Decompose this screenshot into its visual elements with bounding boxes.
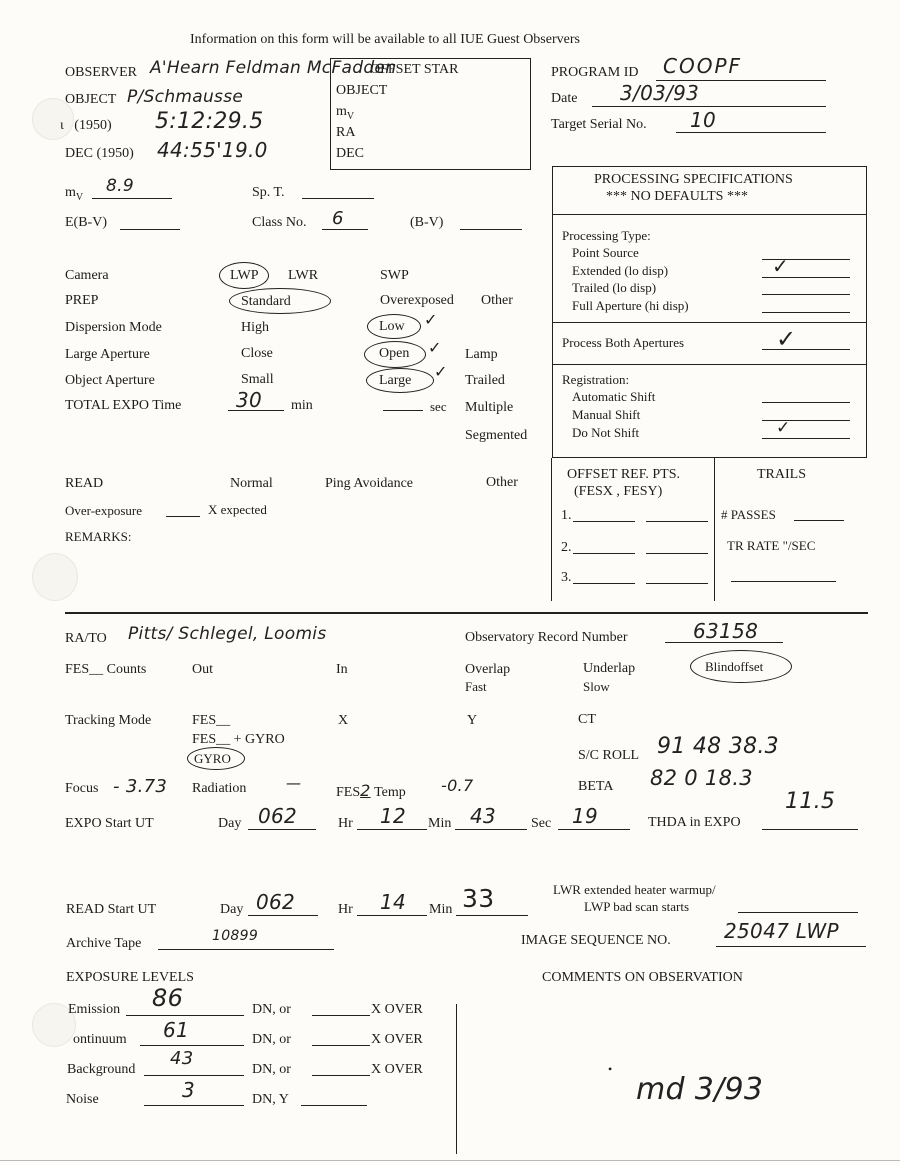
read-hr-value: 14 (380, 890, 407, 914)
overexposure-expected: X expected (208, 502, 267, 517)
tracking-gyro: GYRO (194, 751, 231, 766)
lwr-note-1: LWR extended heater warmup/ (553, 882, 716, 897)
read-other: Other (486, 475, 518, 490)
prep-other: Other (481, 293, 513, 308)
tracking-fes-gyro: FES__ + GYRO (192, 732, 285, 747)
check-mark-icon: ✓ (434, 362, 448, 381)
processing-divider (552, 214, 867, 215)
both-line (762, 349, 850, 350)
bv-line (460, 229, 522, 230)
dispersion-low: Low (379, 319, 405, 334)
level-emission-line (126, 1015, 244, 1016)
trailed-line (762, 294, 850, 295)
registration-donot: Do Not Shift (572, 425, 640, 440)
expo-start-label: EXPO Start UT (65, 816, 154, 831)
program-label: PROGRAM ID (551, 65, 639, 80)
target-line (676, 132, 826, 133)
rato-label: RA/TO (65, 631, 107, 646)
level-continuum-xline (312, 1045, 370, 1046)
processing-point: Point Source (572, 245, 639, 260)
read-day-line (248, 915, 318, 916)
focus-label: Focus (65, 781, 99, 796)
thda-value: 11.5 (785, 789, 836, 814)
trails-passes: # PASSES (721, 507, 776, 522)
level-background-label: Background (67, 1062, 136, 1077)
tracking-label: Tracking Mode (65, 713, 152, 728)
large-aperture-open: Open (379, 346, 410, 361)
processing-no-defaults: *** NO DEFAULTS *** (606, 189, 748, 204)
level-continuum-label: ontinuum (73, 1032, 127, 1047)
expo-sec-line (558, 829, 630, 830)
beta-label: BETA (578, 779, 614, 794)
mv-label: $m_V$ (65, 185, 84, 203)
level-emission-xline (312, 1015, 370, 1016)
level-emission-label: Emission (68, 1002, 121, 1017)
check-mark-icon: ✓ (776, 325, 797, 353)
extended-line (762, 277, 850, 278)
date-value: 3/03/93 (620, 81, 700, 105)
object-aperture-trailed: Trailed (465, 373, 505, 388)
level-emission-dn: DN, or (252, 1002, 291, 1017)
camera-lwr: LWR (288, 268, 319, 283)
level-emission-x: X OVER (371, 1002, 423, 1017)
target-value: 10 (690, 108, 717, 132)
sc-roll-value: 91 48 38.3 (657, 734, 779, 759)
thda-line (762, 829, 858, 830)
classno-label: Class No. (252, 215, 307, 230)
level-continuum-x: X OVER (371, 1032, 423, 1047)
ref1-line-a (573, 521, 635, 522)
image-seq-line (716, 946, 866, 947)
ref1-line-b (646, 521, 708, 522)
total-expo-min: min (291, 398, 313, 413)
ref3-line-a (573, 583, 635, 584)
check-mark-icon: ✓ (776, 418, 791, 438)
exposure-levels-label: EXPOSURE LEVELS (66, 970, 194, 985)
level-continuum-dn: DN, or (252, 1032, 291, 1047)
fes-overlap: Overlap (465, 662, 511, 677)
radiation-label: Radiation (192, 781, 247, 796)
tracking-x: X (338, 713, 349, 728)
total-expo-multiple: Multiple (465, 400, 514, 415)
object-aperture-large: Large (379, 373, 412, 388)
expo-hr-value: 12 (380, 804, 407, 828)
overexposure-line (166, 516, 200, 517)
comments-divider (456, 1004, 457, 1154)
observer-label: OBSERVER (65, 65, 138, 80)
fes-temp-label: FES2 Temp (336, 781, 406, 800)
processing-both: Process Both Apertures (562, 335, 685, 350)
image-seq-label: IMAGE SEQUENCE NO. (521, 933, 671, 948)
level-emission-value: 86 (152, 984, 184, 1012)
donot-line (762, 438, 850, 439)
spt-label: Sp. T. (252, 185, 285, 200)
object-aperture-label: Object Aperture (65, 373, 155, 388)
offset-ref-subtitle: (FESX , FESY) (574, 484, 663, 499)
level-background-value: 43 (170, 1048, 194, 1069)
fes-blindoffset: Blindoffset (705, 659, 764, 674)
fes-in: In (336, 662, 348, 677)
object-label: OBJECT (65, 92, 117, 107)
page-bottom-edge (0, 1160, 900, 1161)
read-ping: Ping Avoidance (325, 476, 414, 491)
read-min-label: Min (429, 902, 453, 917)
expo-min-label: Min (428, 816, 452, 831)
large-aperture-lamp: Lamp (465, 347, 498, 362)
punch-hole (32, 553, 78, 601)
classno-line (322, 229, 368, 230)
mv-line (92, 198, 172, 199)
fes-underlap: Underlap (583, 661, 636, 676)
beta-value: 82 0 18.3 (650, 766, 753, 790)
registration-label: Registration: (562, 372, 630, 387)
temp-value: -0.7 (441, 776, 474, 795)
processing-extended: Extended (lo disp) (572, 263, 669, 278)
total-expo-label: TOTAL EXPO Time (65, 398, 182, 413)
trails-title: TRAILS (757, 467, 806, 482)
thda-label: THDA in EXPO (648, 815, 741, 830)
date-line (592, 106, 826, 107)
offset-ref-2: 2. (561, 540, 572, 555)
focus-value: - 3.73 (113, 776, 168, 797)
total-expo-segmented: Segmented (465, 428, 528, 443)
radiation-value: — (286, 774, 302, 792)
read-min-line (456, 915, 528, 916)
program-value: COOPF (663, 54, 743, 78)
offset-dec-label: DEC (336, 146, 364, 161)
read-start-label: READ Start UT (66, 902, 157, 917)
offset-left-border (551, 458, 552, 601)
date-label: Date (551, 91, 578, 106)
level-noise-value: 3 (182, 1078, 196, 1102)
expo-sec-value: 19 (572, 804, 599, 828)
prep-standard: Standard (241, 294, 291, 309)
level-noise-xline (301, 1105, 367, 1106)
trails-divider (714, 458, 715, 601)
level-noise-dn: DN, Y (252, 1092, 289, 1107)
read-day-value: 062 (256, 890, 296, 914)
level-continuum-value: 61 (163, 1018, 190, 1042)
auto-line (762, 402, 850, 403)
prep-overexposed: Overexposed (380, 293, 454, 308)
expo-day-value: 062 (258, 804, 298, 828)
target-label: Target Serial No. (551, 117, 647, 132)
archive-value: 10899 (212, 928, 259, 944)
large-aperture-close: Close (241, 346, 273, 361)
fes-fast: Fast (465, 679, 487, 694)
rato-value: Pitts/ Schlegel, Loomis (128, 624, 327, 644)
ra-label: ι (1950) (60, 118, 112, 133)
section-separator (65, 612, 868, 614)
tracking-fes: FES__ (192, 713, 231, 728)
initials-signature: md 3/93 (636, 1072, 764, 1107)
classno-value: 6 (332, 208, 344, 229)
dispersion-high: High (241, 320, 269, 335)
large-aperture-label: Large Aperture (65, 347, 150, 362)
processing-divider (552, 364, 867, 365)
read-label: READ (65, 476, 104, 491)
rate-line (731, 581, 836, 582)
remarks-label: REMARKS: (65, 529, 132, 544)
level-background-xline (312, 1075, 370, 1076)
expo-sec-label: Sec (531, 816, 552, 831)
archive-line (158, 949, 334, 950)
processing-title: PROCESSING SPECIFICATIONS (594, 172, 793, 187)
expo-day-label: Day (218, 816, 242, 831)
ebv-line (120, 229, 180, 230)
passes-line (794, 520, 844, 521)
offset-object-label: OBJECT (336, 83, 388, 98)
ra-value: 5:12:29.5 (155, 109, 264, 134)
obs-record-line (665, 642, 783, 643)
read-min-value: 33 (462, 884, 495, 913)
expo-hr-label: Hr (338, 816, 353, 831)
total-expo-value: 30 (236, 388, 263, 412)
check-mark-icon: ✓ (428, 338, 442, 357)
ref3-line-b (646, 583, 708, 584)
total-expo-sec: sec (430, 399, 447, 414)
dec-label: DEC (1950) (65, 146, 134, 161)
offset-ref-title: OFFSET REF. PTS. (567, 467, 680, 482)
fes-slow: Slow (583, 679, 610, 694)
offset-ref-3: 3. (561, 570, 572, 585)
lwr-note-line (738, 912, 858, 913)
obs-record-label: Observatory Record Number (465, 630, 628, 645)
fes-out: Out (192, 662, 213, 677)
expo-day-line (248, 829, 316, 830)
spt-line (302, 198, 374, 199)
bv-label: (B-V) (410, 215, 444, 230)
image-seq-value: 25047 LWP (724, 919, 839, 943)
total-expo-line (228, 410, 284, 411)
offset-ref-1: 1. (561, 508, 572, 523)
form-header: Information on this form will be available to all IUE Guest Observers (190, 32, 580, 47)
overexposure-label: Over-exposure (65, 503, 142, 518)
level-continuum-line (140, 1045, 244, 1046)
registration-manual: Manual Shift (572, 407, 641, 422)
level-background-line (144, 1075, 244, 1076)
offset-mv-label: $m_V$ (336, 104, 355, 122)
observer-value: A'Hearn Feldman McFadden (150, 58, 397, 78)
level-background-x: X OVER (371, 1062, 423, 1077)
mv-value: 8.9 (106, 176, 134, 196)
camera-lwp: LWP (230, 268, 259, 283)
expo-min-line (455, 829, 527, 830)
full-line (762, 312, 850, 313)
read-normal: Normal (230, 476, 273, 491)
object-aperture-small: Small (241, 372, 274, 387)
ebv-label: E(B-V) (65, 215, 107, 230)
check-mark-icon: ✓ (772, 254, 789, 278)
prep-label: PREP (65, 293, 99, 308)
sc-roll-label: S/C ROLL (578, 748, 640, 763)
sec-line (383, 410, 423, 411)
level-noise-label: Noise (66, 1092, 99, 1107)
processing-full: Full Aperture (hi disp) (572, 298, 689, 313)
camera-label: Camera (65, 268, 109, 283)
dispersion-label: Dispersion Mode (65, 320, 162, 335)
expo-min-value: 43 (470, 804, 497, 828)
level-background-dn: DN, or (252, 1062, 291, 1077)
dec-value: 44:55'19.0 (157, 138, 268, 162)
offset-ra-label: RA (336, 125, 356, 140)
obs-record-value: 63158 (693, 619, 759, 643)
processing-divider (552, 322, 867, 323)
trails-rate: TR RATE "/SEC (727, 538, 816, 553)
archive-label: Archive Tape (66, 936, 142, 951)
level-noise-line (144, 1105, 244, 1106)
dot-mark: • (608, 1062, 613, 1076)
read-day-label: Day (220, 902, 244, 917)
comments-label: COMMENTS ON OBSERVATION (542, 970, 743, 985)
fes-label: FES__ Counts (65, 662, 147, 677)
tracking-ct: CT (578, 712, 596, 727)
processing-type-label: Processing Type: (562, 228, 651, 243)
check-mark-icon: ✓ (424, 310, 438, 329)
read-hr-label: Hr (338, 902, 353, 917)
registration-auto: Automatic Shift (572, 389, 656, 404)
processing-trailed: Trailed (lo disp) (572, 280, 657, 295)
read-hr-line (357, 915, 427, 916)
expo-hr-line (357, 829, 427, 830)
offset-star-title: OFFSET STAR (370, 62, 459, 77)
camera-swp: SWP (380, 268, 409, 283)
object-value: P/Schmausse (127, 87, 244, 107)
ref2-line-a (573, 553, 635, 554)
tracking-y: Y (467, 713, 478, 728)
lwr-note-2: LWP bad scan starts (584, 899, 690, 914)
ref2-line-b (646, 553, 708, 554)
